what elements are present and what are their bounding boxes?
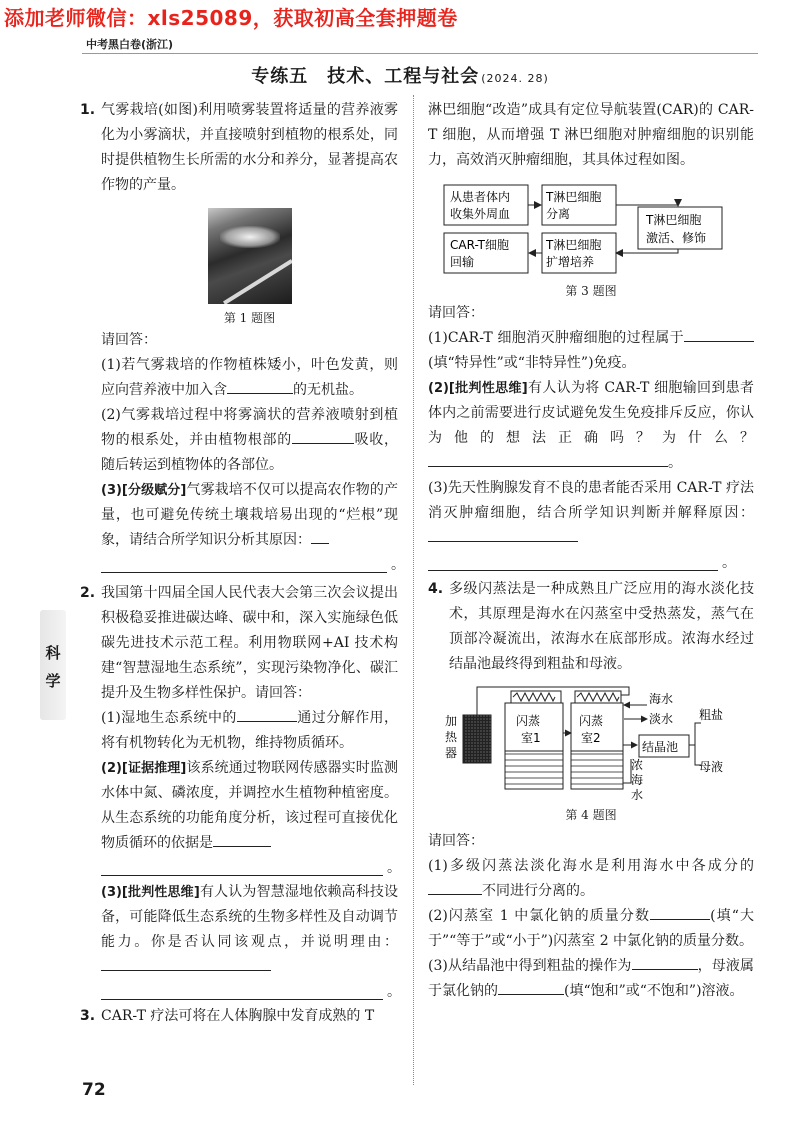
- answer-blank[interactable]: [428, 451, 668, 467]
- sub-question-text: (1)多级闪蒸法淡化海水是利用海水中各成分的: [428, 858, 754, 874]
- figure-caption: 第 3 题图: [565, 284, 617, 298]
- brine-pipe: [623, 759, 631, 783]
- period: 。: [387, 984, 401, 1000]
- sub-question-3: [101, 880, 398, 980]
- sub-question-3: [428, 954, 754, 1004]
- sub-question-text: (2)气雾栽培过程中将雾滴状的营养液喷射到植物的根系处，并由植物根部的: [101, 407, 398, 448]
- period: 。: [668, 455, 682, 471]
- flow-box-activate-modify: [638, 207, 722, 249]
- svg-text:回输: 回输: [450, 255, 475, 269]
- answer-blank[interactable]: [213, 831, 271, 847]
- skill-tag: (2)[证据推理]: [101, 761, 187, 776]
- svg-text:扩增培养: 扩增培养: [546, 255, 595, 269]
- left-column: [80, 98, 405, 1029]
- subject-side-tab: [40, 610, 66, 720]
- answer-prompt: 请回答：: [428, 833, 484, 849]
- sub-question-text: 有人认为智慧湿地依赖高科技设备，可能降低生态系统的生物多样性及自动调节能力。你是否认同该观点，并说明理由：: [101, 884, 399, 950]
- svg-text:室1: 室1: [521, 731, 541, 745]
- right-column: [428, 98, 754, 1004]
- condenser-coils: [511, 691, 621, 703]
- svg-text:闪蒸: 闪蒸: [579, 714, 604, 728]
- sub-question-text: (填“大于”“等于”或“小于”)闪蒸室 2 中氯化钠的质量分数。: [428, 908, 755, 949]
- answer-line[interactable]: [101, 980, 383, 1000]
- column-divider: [413, 95, 414, 1085]
- answer-prompt: 请回答：: [428, 305, 484, 321]
- sub-question-2: [428, 376, 754, 476]
- page-number: 72: [82, 1080, 106, 1100]
- figure-caption: 第 1 题图: [223, 311, 276, 325]
- question-stem: 我国第十四届全国人民代表大会第三次会议提出积极稳妥推进碳达峰、碳中和，深入实施绿色低碳先进技术示范工程。利用物联网+AI 技术构建“智慧湿地生态系统”，实现污染物净化、碳汇提升及生物多样性保护。请回答：: [101, 585, 398, 701]
- sub-question-1: [428, 854, 754, 904]
- sub-question-text: (2)闪蒸室 1 中氯化钠的质量分数: [428, 908, 651, 924]
- sub-question-text: (1)湿地生态系统中的: [101, 710, 237, 726]
- svg-text:分离: 分离: [546, 207, 571, 221]
- svg-text:结晶池: 结晶池: [642, 740, 679, 754]
- flash-room-1: [505, 703, 563, 789]
- side-tab-char-1: 科: [45, 644, 61, 662]
- question-stem-part-1: CAR-T 疗法可将在人体胸腺中发育成熟的 T: [101, 1008, 375, 1024]
- brine-label-3: 水: [631, 788, 644, 802]
- root-system: [223, 259, 292, 304]
- sub-question-text: 吸收，随后转运到植物体的各部位。: [101, 432, 398, 473]
- title-text: 专练五 技术、工程与社会: [251, 66, 480, 87]
- question-stem: 气雾栽培(如图)利用喷雾装置将适量的营养液雾化为小雾滴状，并直接喷射到植物的根系处，同时提供植物生长所需的水分和养分，显著提高农作物的产量。: [101, 102, 398, 193]
- mist-spray: [220, 226, 280, 248]
- page-title: [0, 62, 800, 88]
- skill-tag: (3)[批判性思维]: [101, 885, 200, 900]
- flow-box-separate: [542, 185, 616, 225]
- svg-text:激活、修饰: 激活、修饰: [646, 231, 707, 245]
- sub-question-text: (1)若气雾栽培的作物植株矮小，叶色发黄，则应向营养液中加入含: [101, 357, 398, 398]
- aeroponics-photo: [208, 208, 292, 304]
- sub-question-3: [101, 478, 398, 553]
- crystallizer: [639, 735, 689, 757]
- answer-line-wrap: [428, 551, 754, 571]
- question-3-start: [80, 1004, 398, 1029]
- svg-text:闪蒸: 闪蒸: [516, 714, 541, 728]
- figure-caption: 第 4 题图: [565, 808, 617, 822]
- svg-text:热: 热: [445, 730, 458, 744]
- answer-blank[interactable]: [101, 955, 271, 971]
- period: 。: [391, 557, 405, 573]
- answer-line-wrap: [101, 553, 405, 573]
- answer-blank[interactable]: [498, 979, 564, 995]
- answer-blank[interactable]: [311, 528, 329, 544]
- answer-line[interactable]: [101, 856, 383, 876]
- question-number: 2.: [80, 585, 96, 601]
- svg-text:收集外周血: 收集外周血: [450, 207, 511, 221]
- sub-question-2: [428, 904, 754, 954]
- sub-question-text: (填“饱和”或“不饱和”)溶液。: [564, 983, 744, 999]
- freshwater-label: 淡水: [649, 712, 674, 726]
- question-number: 4.: [428, 581, 444, 597]
- sub-question-text: (填“特异性”或“非特异性”)免疫。: [428, 355, 636, 371]
- side-tab-char-2: 学: [45, 672, 61, 690]
- car-t-flowchart: [442, 181, 742, 279]
- answer-blank[interactable]: [428, 526, 578, 542]
- salt-output-line: [689, 723, 701, 745]
- svg-text:T淋巴细胞: T淋巴细胞: [546, 238, 602, 252]
- brine-label-1: 浓: [631, 758, 644, 772]
- sub-question-text: 的无机盐。: [293, 382, 363, 398]
- period: 。: [722, 555, 736, 571]
- sub-question-text: (3)从结晶池中得到粗盐的操作为: [428, 958, 632, 974]
- answer-line[interactable]: [428, 551, 718, 571]
- answer-blank[interactable]: [227, 378, 293, 394]
- question-number: 1.: [80, 102, 96, 118]
- sub-question-1: [428, 326, 754, 376]
- answer-prompt: 请回答：: [101, 332, 157, 348]
- answer-blank[interactable]: [428, 879, 482, 895]
- mother-liquor-label: 母液: [699, 760, 724, 774]
- question-4: [428, 577, 754, 825]
- coarse-salt-label: 粗盐: [699, 708, 724, 722]
- seawater-label: 海水: [649, 692, 674, 706]
- svg-text:室2: 室2: [581, 731, 601, 745]
- answer-line-wrap: [101, 856, 401, 876]
- sub-question-text: (3)先天性胸腺发育不良的患者能否采用 CAR-T 疗法消灭肿瘤细胞，结合所学知识判断并解释原因：: [428, 480, 754, 521]
- flow-box-reinfuse: [444, 233, 528, 273]
- flow-box-expand: [542, 233, 616, 273]
- svg-text:CAR-T细胞: CAR-T细胞: [450, 238, 509, 252]
- flow-arrow: [616, 205, 678, 206]
- flash-evaporation-diagram: [441, 685, 731, 803]
- title-code: (2024. 28): [481, 72, 549, 85]
- svg-text:加: 加: [445, 714, 458, 728]
- svg-text:器: 器: [445, 746, 458, 760]
- sub-question-text: ，母液属于氯化钠的: [428, 958, 754, 999]
- flow-box-collect-blood: [444, 185, 528, 225]
- answer-line[interactable]: [101, 553, 387, 573]
- question-2: [80, 581, 401, 1000]
- sub-question-1: [101, 706, 398, 756]
- answer-blank[interactable]: [650, 904, 710, 920]
- skill-tag: (3)[分级赋分]: [101, 483, 187, 498]
- brine-label-2: 海: [631, 773, 644, 787]
- question-number: 3.: [80, 1008, 96, 1024]
- skill-tag: (2)[批判性思维]: [428, 381, 528, 396]
- svg-text:从患者体内: 从患者体内: [450, 190, 511, 204]
- sub-question-1: [101, 353, 398, 403]
- sub-question-text: 不同进行分离的。: [482, 883, 594, 899]
- sub-question-text: (1)CAR-T 细胞消灭肿瘤细胞的过程属于: [428, 330, 684, 346]
- answer-blank[interactable]: [632, 954, 698, 970]
- sub-question-3: [428, 476, 754, 551]
- series-name: 中考黑白卷(浙江): [86, 38, 174, 51]
- sub-question-2: [101, 403, 398, 478]
- answer-blank[interactable]: [292, 428, 354, 444]
- question-3-continued: [428, 98, 754, 571]
- period: 。: [387, 860, 401, 876]
- svg-text:T淋巴细胞: T淋巴细胞: [646, 213, 702, 227]
- sub-question-text: 气雾栽培不仅可以提高农作物的产量，也可避免传统土壤栽培易出现的“烂根”现象，请结合所学知识分析其原因：: [101, 482, 398, 548]
- question-stem: 多级闪蒸法是一种成熟且广泛应用的海水淡化技术，其原理是海水在闪蒸室中受热蒸发，蒸气在顶部冷凝流出，浓海水在底部形成。浓海水经过结晶池最终得到粗盐和母液。: [449, 581, 754, 672]
- svg-text:T淋巴细胞: T淋巴细胞: [546, 190, 602, 204]
- flow-arrow: [616, 249, 678, 253]
- sub-question-2: [101, 756, 398, 856]
- promo-banner: 添加老师微信：xls25089，获取初高全套押题卷: [4, 6, 458, 30]
- answer-line-wrap: [101, 980, 401, 1000]
- sub-question-text: 该系统通过物联网传感器实时监测水体中氮、磷浓度，并调控水生植物种植密度。从生态系统的功能角度分析，该过程可直接优化物质循环的依据是: [101, 760, 398, 851]
- sub-question-text: 有人认为将 CAR-T 细胞输回到患者体内之前需要进行皮试避免发生免疫排斥反应，你认为他的想法正确吗？为什么？: [428, 380, 754, 446]
- answer-blank[interactable]: [684, 326, 754, 342]
- question-stem-part-2: 淋巴细胞“改造”成具有定位导航装置(CAR)的 CAR-T 细胞，从而增强 T 淋巴细胞对肿瘤细胞的识别能力，高效消灭肿瘤细胞，其具体过程如图。: [428, 102, 754, 168]
- question-1: [80, 98, 405, 573]
- flash-room-2: [571, 703, 623, 789]
- sub-question-text: 通过分解作用，将有机物转化为无机物，维持物质循环。: [101, 710, 398, 751]
- question-4-subquestions: [428, 829, 754, 1004]
- answer-blank[interactable]: [237, 706, 297, 722]
- heater: [445, 713, 491, 763]
- header-rule: [82, 53, 758, 54]
